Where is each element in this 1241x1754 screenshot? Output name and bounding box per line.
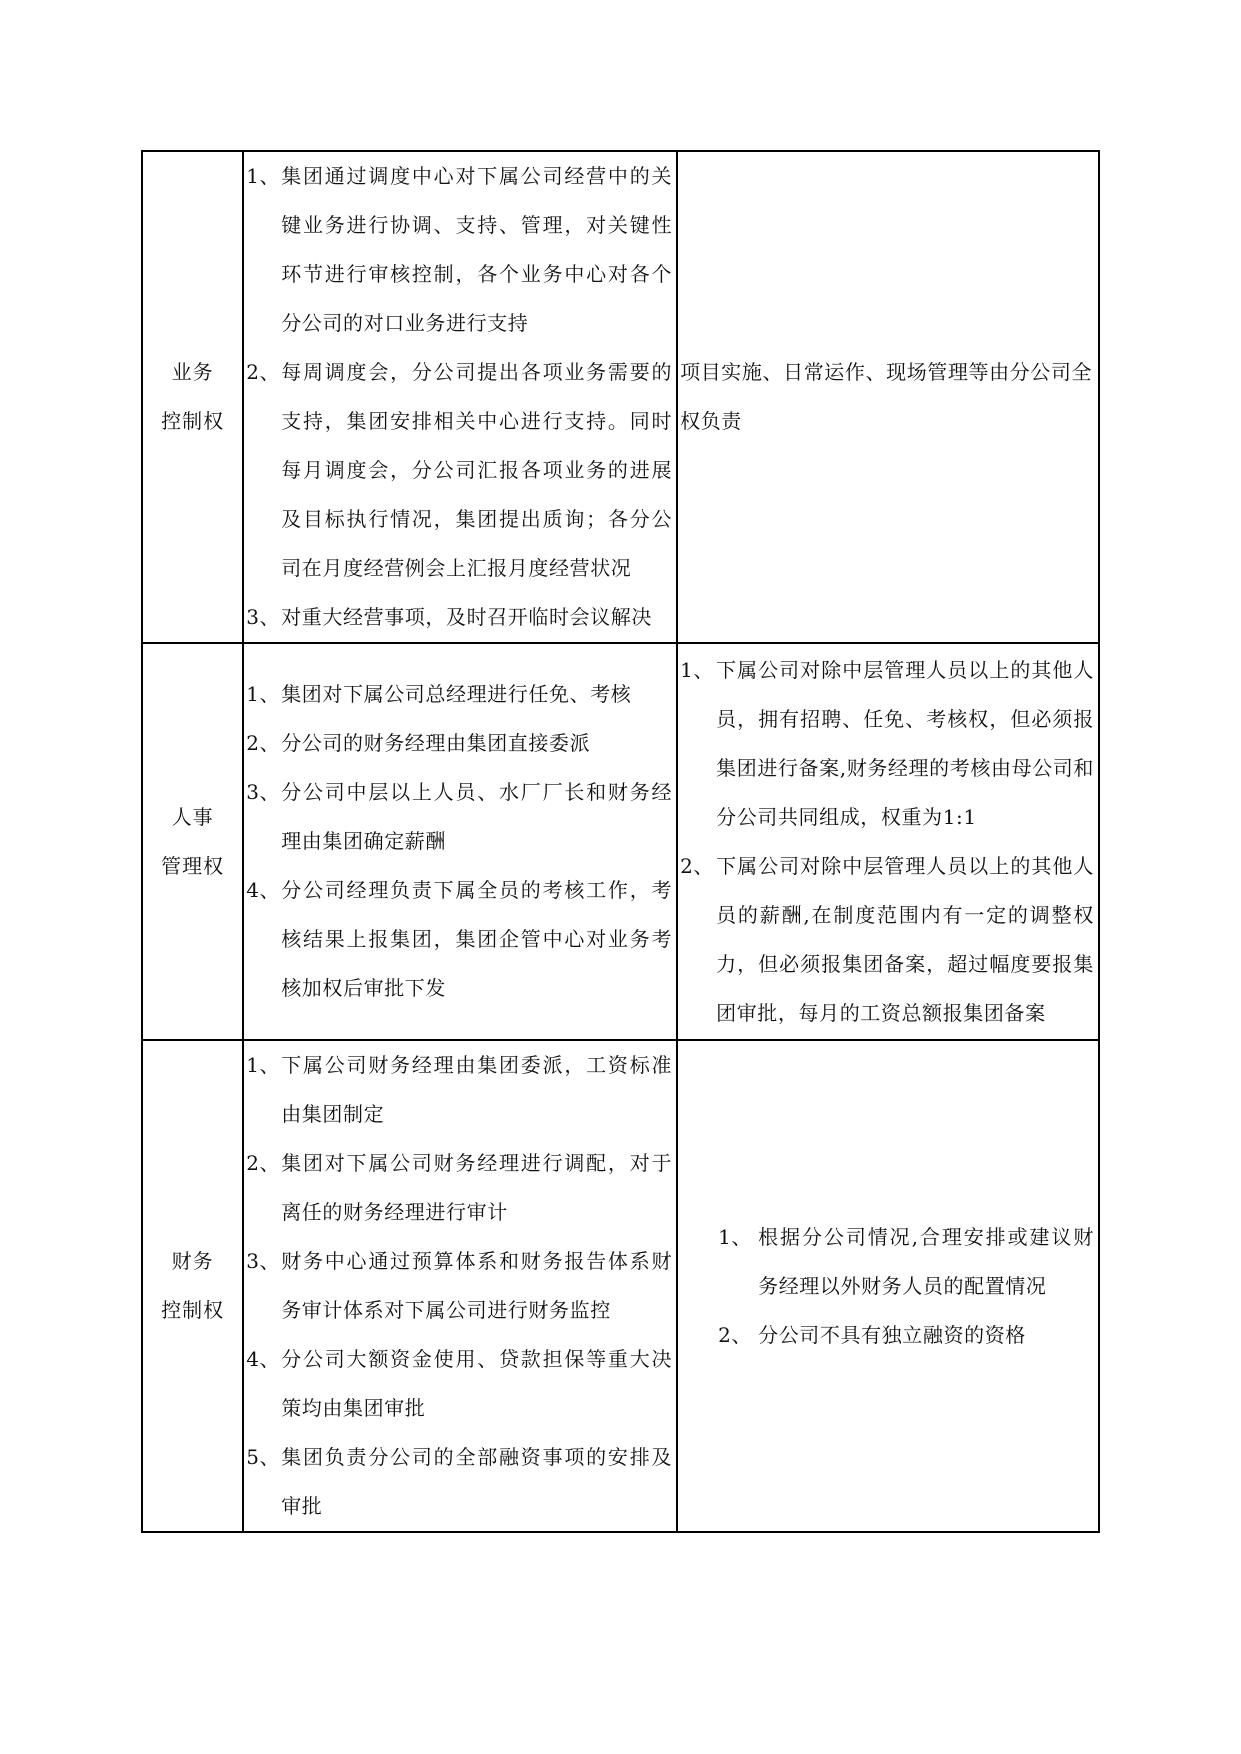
item-number: 1、 xyxy=(680,657,715,682)
item-number: 2、 xyxy=(246,731,281,755)
item-number: 2、 xyxy=(246,1151,281,1175)
item-number: 2、 xyxy=(718,1322,753,1347)
list-item xyxy=(678,842,1098,1038)
item-text: 分公司中层以上人员、水厂厂长和财务经理由集团确定薪酬 xyxy=(281,780,673,853)
list-item xyxy=(244,1139,676,1237)
item-number: 4、 xyxy=(246,878,281,902)
list-item xyxy=(244,1237,676,1335)
authority-table xyxy=(141,150,1100,1533)
list-item xyxy=(678,1213,1098,1311)
branch-authority-list xyxy=(678,646,1098,1038)
group-authority-cell xyxy=(243,1040,677,1532)
item-text: 根据分公司情况,合理安排或建议财务经理以外财务人员的配置情况 xyxy=(758,1224,1094,1298)
item-text: 每周调度会，分公司提出各项业务需要的支持，集团安排相关中心进行支持。同时每月调度会，分公司汇报各项业务的进展及目标执行情况，集团提出质询；各分公司在月度经营例会上汇报月度经营状况 xyxy=(281,360,673,580)
item-number: 5、 xyxy=(246,1445,281,1469)
group-authority-list xyxy=(244,152,676,642)
item-text: 集团对下属公司总经理进行任免、考核 xyxy=(281,682,632,706)
list-item xyxy=(244,152,676,348)
branch-authority-cell xyxy=(677,643,1099,1040)
list-item xyxy=(678,646,1098,842)
item-number: 4、 xyxy=(246,1347,281,1371)
branch-authority-list xyxy=(678,1213,1098,1360)
item-number: 2、 xyxy=(680,853,715,878)
group-authority-cell xyxy=(243,151,677,643)
list-item xyxy=(244,866,676,1013)
item-text: 下属公司财务经理由集团委派，工资标准由集团制定 xyxy=(281,1053,673,1126)
item-text: 分公司不具有独立融资的资格 xyxy=(758,1322,1026,1347)
list-item xyxy=(244,719,676,768)
item-text: 集团对下属公司财务经理进行调配，对于离任的财务经理进行审计 xyxy=(281,1151,673,1224)
item-text: 下属公司对除中层管理人员以上的其他人员，拥有招聘、任免、考核权，但必须报集团进行备案,财务经理的考核由母公司和分公司共同组成，权重为1:1 xyxy=(716,657,1094,829)
item-text: 下属公司对除中层管理人员以上的其他人员的薪酬,在制度范围内有一定的调整权力，但必须报集团备案，超过幅度要报集团审批，每月的工资总额报集团备案 xyxy=(716,853,1094,1025)
list-item xyxy=(244,348,676,593)
item-text: 财务中心通过预算体系和财务报告体系财务审计体系对下属公司进行财务监控 xyxy=(281,1249,673,1322)
item-number: 2、 xyxy=(246,360,281,384)
category-label-line: 人事 xyxy=(171,804,214,829)
group-authority-list xyxy=(244,670,676,1013)
item-text: 分公司大额资金使用、贷款担保等重大决策均由集团审批 xyxy=(281,1347,673,1420)
category-label-line: 控制权 xyxy=(161,409,225,433)
item-text: 集团负责分公司的全部融资事项的安排及审批 xyxy=(281,1445,673,1518)
item-number: 3、 xyxy=(246,1249,281,1273)
branch-authority-text: 项目实施、日常运作、现场管理等由分公司全权负责 xyxy=(680,360,1093,433)
item-text: 集团通过调度中心对下属公司经营中的关键业务进行协调、支持、管理，对关键性环节进行审核控制，各个业务中心对各个分公司的对口业务进行支持 xyxy=(281,164,673,335)
list-item xyxy=(244,670,676,719)
category-label-line: 财务 xyxy=(171,1249,214,1273)
table-row-hr-management xyxy=(142,643,1099,1040)
table-row-finance-control xyxy=(142,1040,1099,1532)
category-cell xyxy=(142,151,243,643)
list-item xyxy=(244,768,676,866)
item-number: 1、 xyxy=(246,164,281,188)
item-text: 分公司经理负责下属全员的考核工作，考核结果上报集团，集团企管中心对业务考核加权后审批下发 xyxy=(281,878,673,1000)
branch-authority-cell xyxy=(677,1040,1099,1532)
list-item xyxy=(244,593,676,642)
category-cell xyxy=(142,1040,243,1532)
table-row-business-control xyxy=(142,151,1099,643)
group-authority-cell xyxy=(243,643,677,1040)
item-number: 3、 xyxy=(246,780,281,804)
branch-authority-cell xyxy=(677,151,1099,643)
group-authority-list xyxy=(244,1041,676,1531)
list-item xyxy=(244,1041,676,1139)
category-label-line: 管理权 xyxy=(161,853,225,878)
item-text: 对重大经营事项，及时召开临时会议解决 xyxy=(281,605,653,629)
item-number: 1、 xyxy=(246,682,281,706)
list-item xyxy=(678,1311,1098,1360)
item-text: 分公司的财务经理由集团直接委派 xyxy=(281,731,591,755)
list-item xyxy=(244,1433,676,1531)
list-item xyxy=(244,1335,676,1433)
item-number: 1、 xyxy=(718,1224,753,1249)
category-label-line: 控制权 xyxy=(161,1298,225,1322)
item-number: 3、 xyxy=(246,605,281,629)
category-label-line: 业务 xyxy=(171,360,214,384)
item-number: 1、 xyxy=(246,1053,281,1077)
category-cell xyxy=(142,643,243,1040)
